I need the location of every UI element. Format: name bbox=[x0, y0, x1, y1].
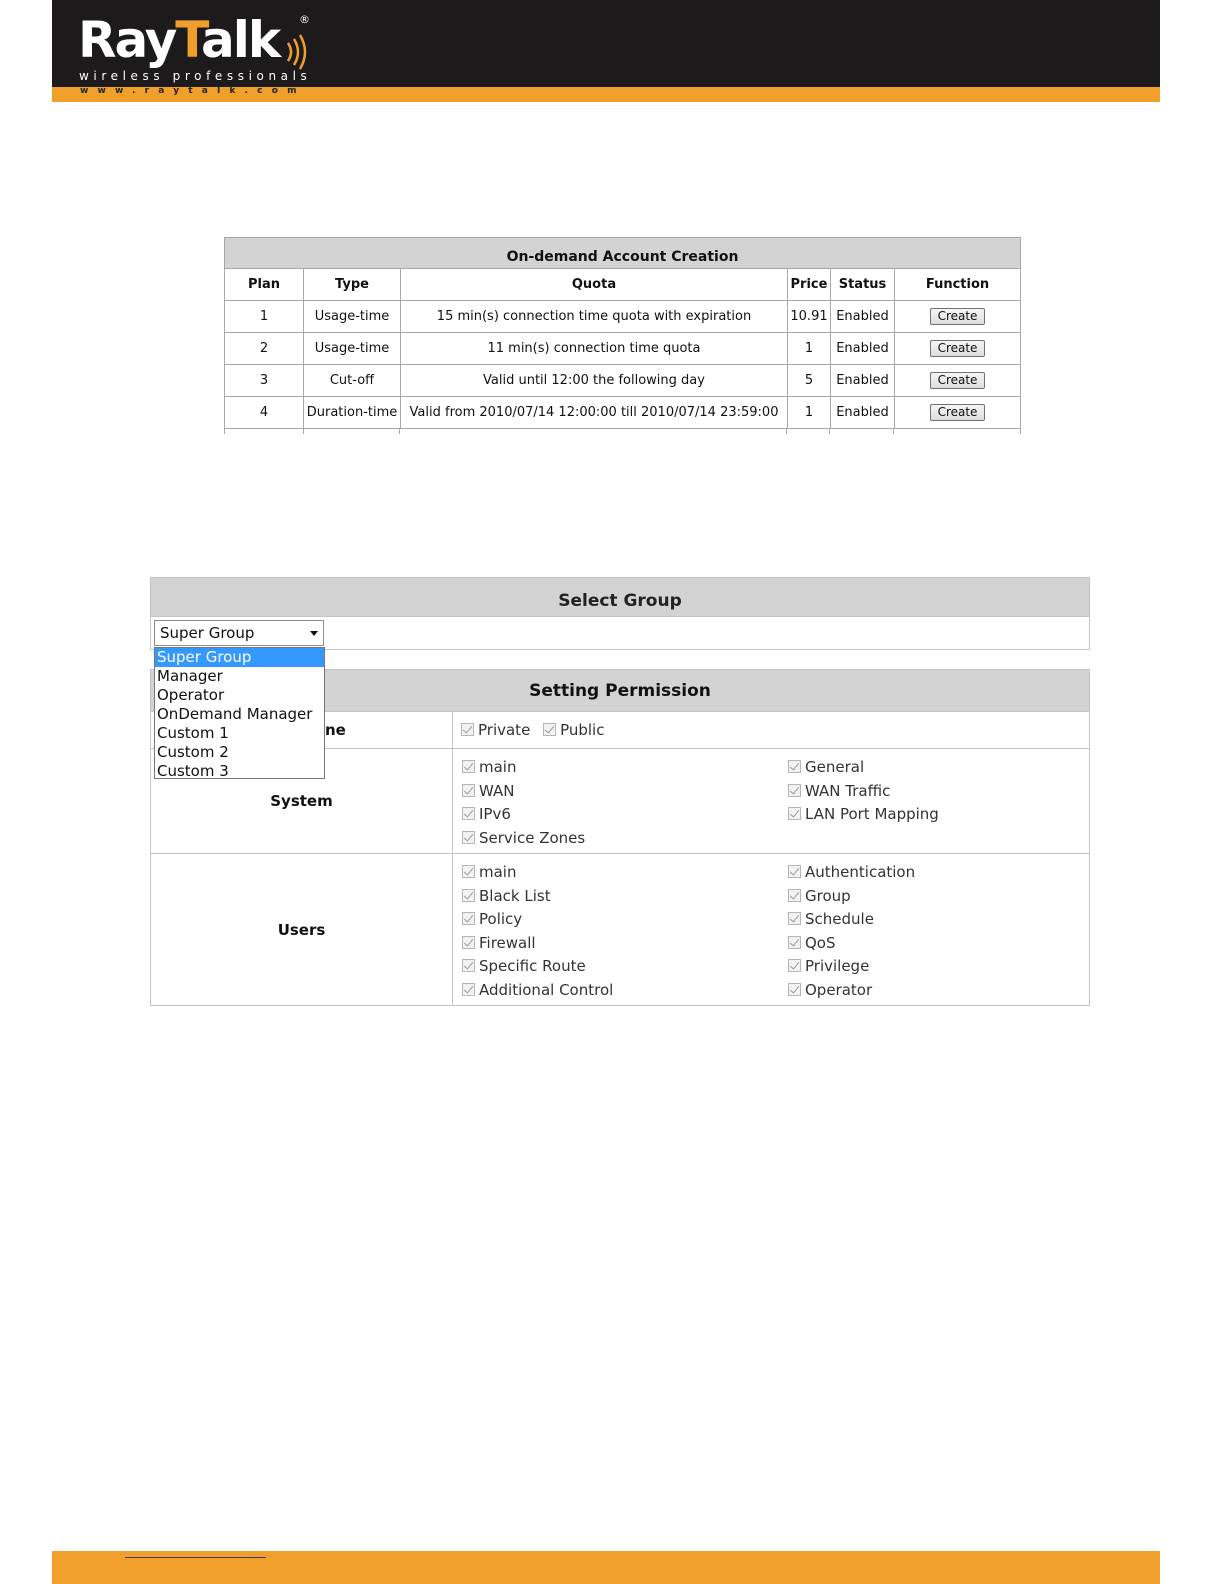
users-schedule-label: Schedule bbox=[805, 910, 874, 928]
system-wan-checkbox[interactable] bbox=[462, 784, 475, 797]
brand-tagline: wireless professionals bbox=[79, 69, 312, 83]
users-main-checkbox[interactable] bbox=[462, 865, 475, 878]
plan-cell: 1 bbox=[225, 301, 304, 333]
col-type: Type bbox=[304, 269, 401, 301]
users-specific-route-label: Specific Route bbox=[479, 957, 586, 975]
dropdown-option-custom-2[interactable]: Custom 2 bbox=[157, 743, 229, 761]
users-firewall-checkbox[interactable] bbox=[462, 936, 475, 949]
col-function: Function bbox=[895, 269, 1021, 301]
permission-row-label: ne bbox=[151, 712, 453, 749]
table-row bbox=[225, 301, 1021, 333]
users-black-list-label: Black List bbox=[479, 886, 551, 905]
system-main-checkbox[interactable] bbox=[462, 760, 475, 773]
price-cell: 10.91 bbox=[788, 301, 831, 333]
footer-rule bbox=[125, 1557, 266, 1558]
permission-row-options bbox=[453, 712, 1090, 749]
setting-permission-header: Setting Permission bbox=[151, 670, 1090, 712]
group-select[interactable] bbox=[154, 620, 324, 646]
status-cell: Enabled bbox=[831, 397, 895, 429]
quota-cell: 11 min(s) connection time quota bbox=[401, 333, 788, 365]
system-wan-traffic-label: WAN Traffic bbox=[805, 781, 891, 800]
create-button[interactable]: Create bbox=[930, 404, 986, 421]
dropdown-option-ondemand-manager[interactable]: OnDemand Manager bbox=[157, 705, 313, 723]
system-ipv6-label: IPv6 bbox=[479, 805, 511, 823]
system-main-label: main bbox=[479, 758, 517, 776]
users-group-checkbox[interactable] bbox=[788, 889, 801, 902]
create-button[interactable]: Create bbox=[930, 372, 986, 389]
create-button[interactable]: Create bbox=[930, 308, 986, 325]
system-label: System bbox=[151, 749, 453, 854]
registered-mark: ® bbox=[299, 13, 310, 26]
price-cell: 1 bbox=[788, 333, 831, 365]
table-row bbox=[225, 365, 1021, 397]
users-policy-checkbox[interactable] bbox=[462, 912, 475, 925]
ondemand-table-title: On-demand Account Creation bbox=[225, 238, 1021, 269]
system-lan-port-mapping-checkbox[interactable] bbox=[788, 807, 801, 820]
users-group-label: Group bbox=[805, 886, 851, 905]
brand-url: www.raytalk.com bbox=[80, 86, 306, 96]
dropdown-option-custom-3[interactable]: Custom 3 bbox=[157, 762, 229, 780]
quota-cell: Valid from 2010/07/14 12:00:00 till 2010/07/14 23:59:00 bbox=[401, 397, 788, 429]
users-additional-control-label: Additional Control bbox=[479, 980, 614, 999]
users-firewall-label: Firewall bbox=[479, 933, 536, 952]
type-cell: Duration-time bbox=[304, 397, 401, 429]
price-cell: 5 bbox=[788, 365, 831, 397]
system-service-zones-checkbox[interactable] bbox=[462, 831, 475, 844]
users-operator-checkbox[interactable] bbox=[788, 983, 801, 996]
system-service-zones-label: Service Zones bbox=[479, 828, 586, 847]
users-options bbox=[453, 854, 1090, 1006]
users-main-label: main bbox=[479, 863, 517, 881]
private-label: Private bbox=[478, 721, 531, 739]
users-operator-label: Operator bbox=[805, 980, 873, 999]
system-general-label: General bbox=[805, 758, 865, 776]
type-cell: Usage-time bbox=[304, 301, 401, 333]
ondemand-account-table bbox=[224, 237, 1021, 429]
status-cell: Enabled bbox=[831, 365, 895, 397]
users-additional-control-checkbox[interactable] bbox=[462, 983, 475, 996]
group-select-value: Super Group bbox=[160, 624, 255, 642]
col-status: Status bbox=[831, 269, 895, 301]
group-dropdown-list bbox=[154, 647, 325, 779]
dropdown-option-manager[interactable]: Manager bbox=[157, 667, 223, 685]
col-price: Price bbox=[788, 269, 831, 301]
users-privilege-label: Privilege bbox=[805, 957, 870, 975]
system-wan-label: WAN bbox=[479, 781, 515, 800]
dropdown-option-super-group[interactable]: Super Group bbox=[155, 648, 324, 667]
type-cell: Usage-time bbox=[304, 333, 401, 365]
private-checkbox[interactable] bbox=[461, 723, 474, 736]
system-general-checkbox[interactable] bbox=[788, 760, 801, 773]
function-cell bbox=[895, 301, 1021, 333]
users-authentication-checkbox[interactable] bbox=[788, 865, 801, 878]
quota-cell: Valid until 12:00 the following day bbox=[401, 365, 788, 397]
users-policy-label: Policy bbox=[479, 910, 523, 928]
plan-cell: 4 bbox=[225, 397, 304, 429]
signal-waves-icon bbox=[284, 34, 310, 70]
table-row bbox=[225, 333, 1021, 365]
users-qos-checkbox[interactable] bbox=[788, 936, 801, 949]
create-button[interactable]: Create bbox=[930, 340, 986, 357]
table-row bbox=[225, 397, 1021, 429]
raytalk-logo: RayTalk bbox=[78, 11, 280, 69]
select-group-header: Select Group bbox=[150, 577, 1090, 617]
dropdown-option-operator[interactable]: Operator bbox=[157, 686, 225, 704]
status-cell: Enabled bbox=[831, 333, 895, 365]
system-ipv6-checkbox[interactable] bbox=[462, 807, 475, 820]
table-crop-edge bbox=[224, 429, 1021, 435]
system-options bbox=[453, 749, 1090, 854]
plan-cell: 3 bbox=[225, 365, 304, 397]
system-wan-traffic-checkbox[interactable] bbox=[788, 784, 801, 797]
function-cell bbox=[895, 397, 1021, 429]
plan-cell: 2 bbox=[225, 333, 304, 365]
function-cell bbox=[895, 365, 1021, 397]
brand-footer-bar bbox=[52, 1551, 1160, 1584]
users-black-list-checkbox[interactable] bbox=[462, 889, 475, 902]
users-schedule-checkbox[interactable] bbox=[788, 912, 801, 925]
col-quota: Quota bbox=[401, 269, 788, 301]
public-label: Public bbox=[560, 721, 605, 739]
dropdown-option-custom-1[interactable]: Custom 1 bbox=[157, 724, 229, 742]
users-specific-route-checkbox[interactable] bbox=[462, 959, 475, 972]
public-checkbox[interactable] bbox=[543, 723, 556, 736]
status-cell: Enabled bbox=[831, 301, 895, 333]
function-cell bbox=[895, 333, 1021, 365]
type-cell: Cut-off bbox=[304, 365, 401, 397]
chevron-down-icon bbox=[310, 631, 318, 636]
users-authentication-label: Authentication bbox=[805, 863, 916, 881]
users-privilege-checkbox[interactable] bbox=[788, 959, 801, 972]
price-cell: 1 bbox=[788, 397, 831, 429]
users-label: Users bbox=[151, 854, 453, 1006]
system-lan-port-mapping-label: LAN Port Mapping bbox=[805, 805, 939, 823]
quota-cell: 15 min(s) connection time quota with expiration bbox=[401, 301, 788, 333]
users-qos-label: QoS bbox=[805, 933, 836, 952]
col-plan: Plan bbox=[225, 269, 304, 301]
